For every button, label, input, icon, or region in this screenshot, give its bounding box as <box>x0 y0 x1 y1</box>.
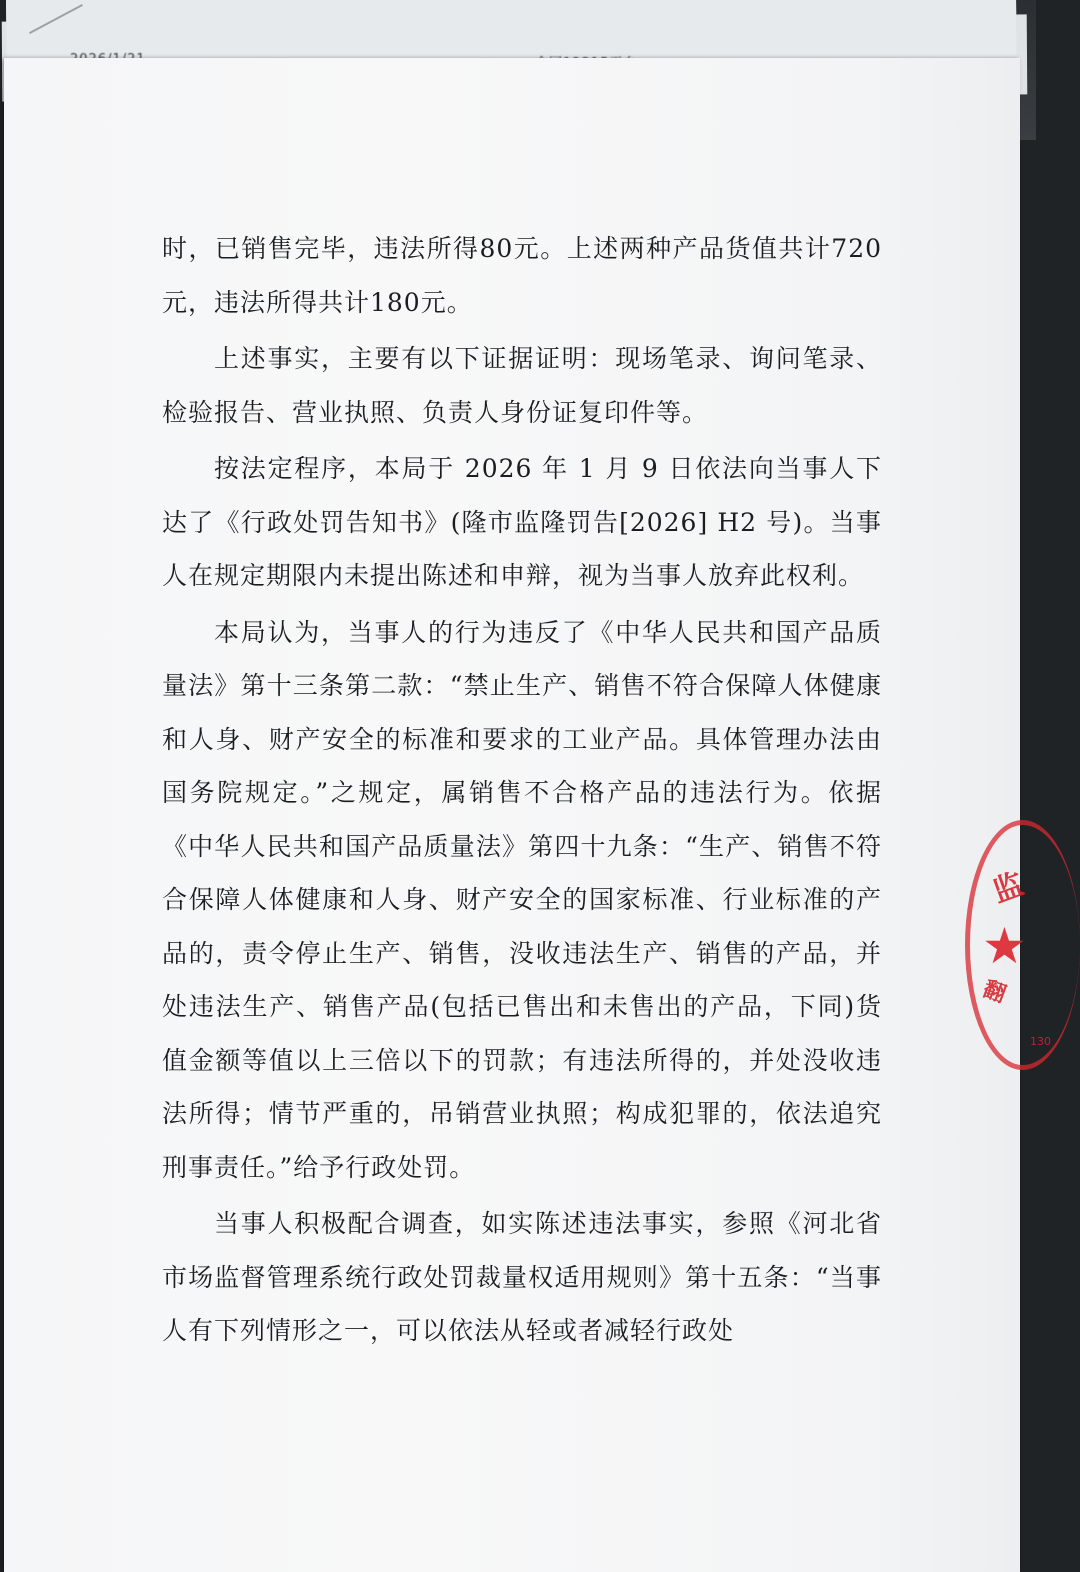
paragraph-2: 上述事实，主要有以下证据证明：现场笔录、询问笔录、检验报告、营业执照、负责人身份证复印件等。 <box>162 344 882 427</box>
paragraph-5: 当事人积极配合调查，如实陈述违法事实，参照《河北省市场监督管理系统行政处罚裁量权适用规则》第十五条：“当事人有下列情形之一，可以依法从轻或者减轻行政处 <box>162 1209 882 1345</box>
document-body <box>162 222 882 1361</box>
official-seal <box>965 820 1080 1070</box>
paragraph-3: 按法定程序，本局于 2026 年 1 月 9 日依法向当事人下达了《行政处罚告知书》(隆市监隆罚告[2026] H2 号)。当事人在规定期限内未提出陈述和申辩，视为当事人放弃此权利。 <box>162 454 882 590</box>
seal-character-bottom: 翻 <box>979 976 1009 1008</box>
paragraph-1: 时，已销售完毕，违法所得80元。上述两种产品货值共计720元，违法所得共计180元。 <box>162 234 882 317</box>
seal-star-icon: ★ <box>982 917 1027 975</box>
paragraph-4: 本局认为，当事人的行为违反了《中华人民共和国产品质量法》第十三条第二款：“禁止生产、销售不符合保障人体健康和人身、财产安全的标准和要求的工业产品。具体管理办法由国务院规定。”之规定，属销售不合格产品的违法行为。依据《中华人民共和国产品质量法》第四十九条：“生产、销售不符合保障人体健康和人身、财产安全的国家标准、行业标准的产品的，责令停止生产、销售，没收违法生产、销售的产品，并处违法生产、销售产品(包括已售出和未售出的产品，下同)货值金额等值以上三倍以下的罚款；有违法所得的，并处没收违法所得；情节严重的，吊销营业执照；构成犯罪的，依法追究刑事责任。”给予行政处罚。 <box>162 617 882 1182</box>
seal-code: 130 <box>1030 1035 1051 1048</box>
seal-character-top: 监 <box>988 866 1029 910</box>
